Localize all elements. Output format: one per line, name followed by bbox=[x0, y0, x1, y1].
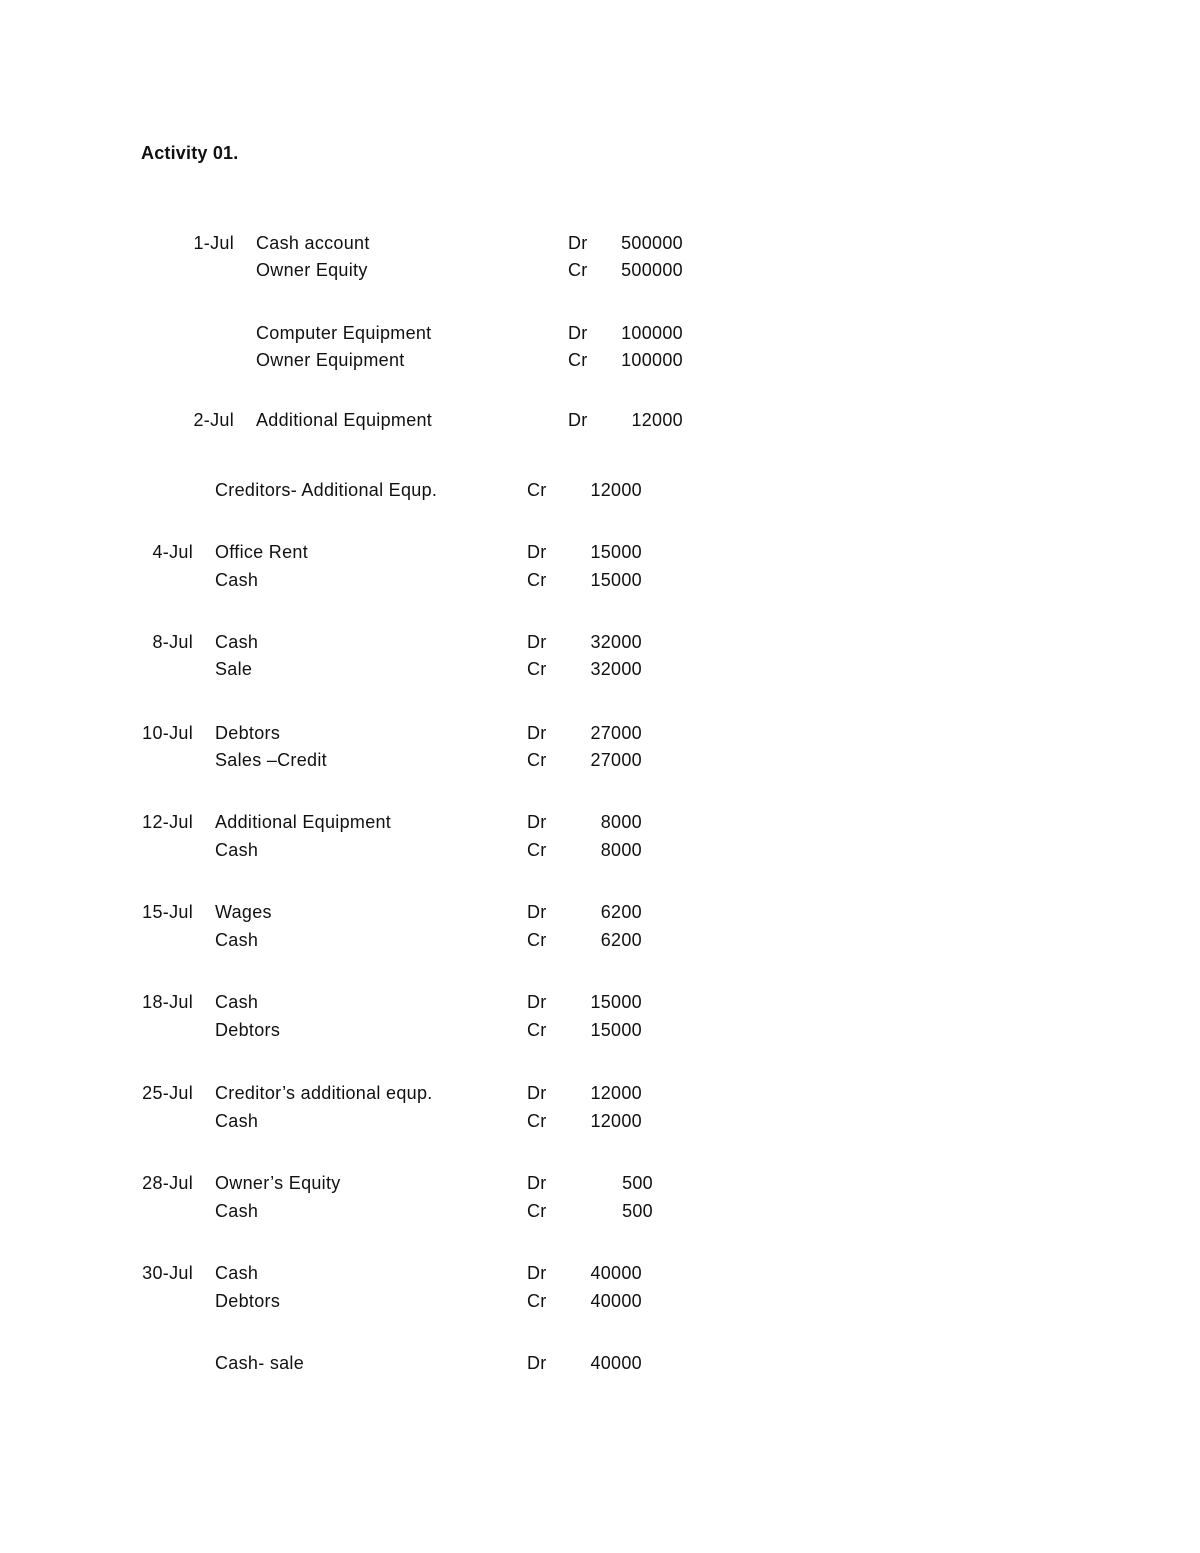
entry-amount: 15000 bbox=[590, 992, 642, 1012]
debit-marker: Dr bbox=[527, 1353, 547, 1373]
entry-amount: 6200 bbox=[600, 930, 642, 950]
account-name: Cash bbox=[215, 930, 259, 950]
debit-marker: Dr bbox=[568, 323, 588, 343]
debit-marker: Dr bbox=[527, 992, 547, 1012]
credit-marker: Cr bbox=[527, 1291, 547, 1311]
account-name: Owner’s Equity bbox=[215, 1173, 341, 1193]
debit-marker: Dr bbox=[568, 410, 588, 430]
entry-date: 28-Jul bbox=[142, 1173, 193, 1193]
entry-amount: 500000 bbox=[621, 260, 683, 280]
entry-amount: 40000 bbox=[590, 1291, 642, 1311]
debit-marker: Dr bbox=[527, 1083, 547, 1103]
entry-date: 15-Jul bbox=[142, 902, 193, 922]
account-name: Creditors- Additional Equp. bbox=[215, 480, 438, 500]
entry-date: 2-Jul bbox=[193, 410, 234, 430]
account-name: Cash bbox=[215, 992, 259, 1012]
entry-amount: 6200 bbox=[600, 902, 642, 922]
entry-amount: 500000 bbox=[621, 233, 683, 253]
account-name: Sale bbox=[215, 659, 253, 679]
account-name: Additional Equipment bbox=[215, 812, 392, 832]
credit-marker: Cr bbox=[527, 930, 547, 950]
account-name: Cash bbox=[215, 570, 259, 590]
entry-amount: 40000 bbox=[590, 1353, 642, 1373]
entry-amount: 32000 bbox=[590, 659, 642, 679]
entry-amount: 500 bbox=[622, 1201, 653, 1221]
entry-amount: 15000 bbox=[590, 542, 642, 562]
entry-date: 8-Jul bbox=[152, 632, 193, 652]
entry-amount: 27000 bbox=[590, 723, 642, 743]
entry-date: 4-Jul bbox=[152, 542, 193, 562]
account-name: Cash bbox=[215, 1111, 259, 1131]
account-name: Wages bbox=[215, 902, 272, 922]
debit-marker: Dr bbox=[527, 542, 547, 562]
entry-amount: 15000 bbox=[590, 570, 642, 590]
account-name: Office Rent bbox=[215, 542, 309, 562]
account-name: Debtors bbox=[215, 1291, 281, 1311]
debit-marker: Dr bbox=[527, 902, 547, 922]
entry-amount: 27000 bbox=[590, 750, 642, 770]
entry-date: 1-Jul bbox=[193, 233, 234, 253]
account-name: Additional Equipment bbox=[256, 410, 433, 430]
entry-date: 12-Jul bbox=[142, 812, 193, 832]
credit-marker: Cr bbox=[527, 570, 547, 590]
entry-amount: 8000 bbox=[600, 812, 642, 832]
credit-marker: Cr bbox=[527, 1111, 547, 1131]
credit-marker: Cr bbox=[568, 260, 588, 280]
entry-amount: 100000 bbox=[621, 323, 683, 343]
account-name: Sales –Credit bbox=[215, 750, 327, 770]
entry-amount: 15000 bbox=[590, 1020, 642, 1040]
entry-amount: 12000 bbox=[590, 1111, 642, 1131]
credit-marker: Cr bbox=[527, 480, 547, 500]
account-name: Creditor’s additional equp. bbox=[215, 1083, 433, 1103]
credit-marker: Cr bbox=[527, 750, 547, 770]
account-name: Debtors bbox=[215, 723, 281, 743]
account-name: Owner Equipment bbox=[256, 350, 405, 370]
debit-marker: Dr bbox=[568, 233, 588, 253]
entry-date: 25-Jul bbox=[142, 1083, 193, 1103]
entry-amount: 12000 bbox=[590, 480, 642, 500]
credit-marker: Cr bbox=[527, 1020, 547, 1040]
account-name: Cash bbox=[215, 840, 259, 860]
entry-date: 18-Jul bbox=[142, 992, 193, 1012]
credit-marker: Cr bbox=[527, 659, 547, 679]
entry-amount: 8000 bbox=[600, 840, 642, 860]
account-name: Owner Equity bbox=[256, 260, 368, 280]
account-name: Cash bbox=[215, 1263, 259, 1283]
debit-marker: Dr bbox=[527, 1263, 547, 1283]
entry-amount: 32000 bbox=[590, 632, 642, 652]
entry-amount: 100000 bbox=[621, 350, 683, 370]
debit-marker: Dr bbox=[527, 632, 547, 652]
credit-marker: Cr bbox=[527, 1201, 547, 1221]
entry-date: 10-Jul bbox=[142, 723, 193, 743]
entry-date: 30-Jul bbox=[142, 1263, 193, 1283]
entry-amount: 500 bbox=[622, 1173, 653, 1193]
page-title: Activity 01. bbox=[141, 143, 239, 163]
debit-marker: Dr bbox=[527, 723, 547, 743]
account-name: Debtors bbox=[215, 1020, 281, 1040]
account-name: Cash bbox=[215, 1201, 259, 1221]
account-name: Computer Equipment bbox=[256, 323, 432, 343]
account-name: Cash bbox=[215, 632, 259, 652]
debit-marker: Dr bbox=[527, 1173, 547, 1193]
account-name: Cash- sale bbox=[215, 1353, 305, 1373]
account-name: Cash account bbox=[256, 233, 370, 253]
entry-amount: 12000 bbox=[631, 410, 683, 430]
credit-marker: Cr bbox=[527, 840, 547, 860]
credit-marker: Cr bbox=[568, 350, 588, 370]
entry-amount: 12000 bbox=[590, 1083, 642, 1103]
entry-amount: 40000 bbox=[590, 1263, 642, 1283]
debit-marker: Dr bbox=[527, 812, 547, 832]
